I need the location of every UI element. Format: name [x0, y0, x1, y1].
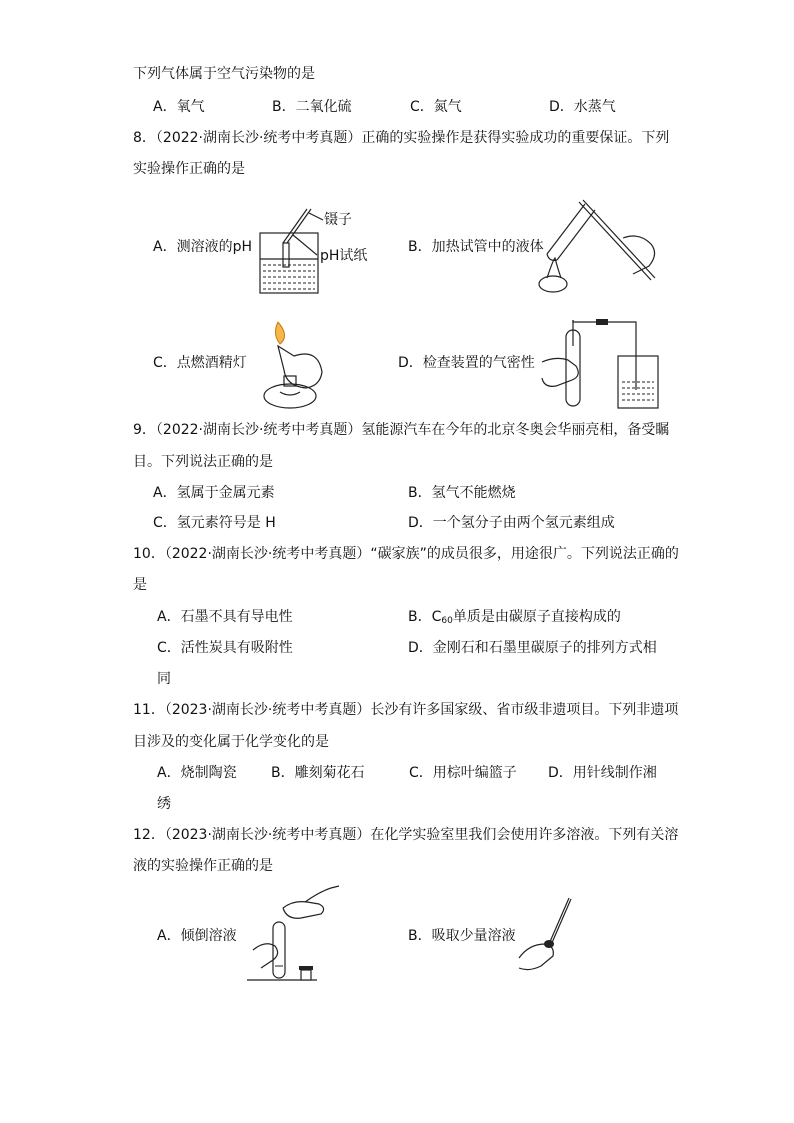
- c60-subscript: 60: [441, 616, 453, 626]
- q11-option-d-wrap: 绣: [157, 796, 171, 812]
- q8-option-b: B．加热试管中的液体: [408, 239, 544, 255]
- q7-option-a: A．氧气: [153, 99, 205, 115]
- q8-option-d: D．检查装置的气密性: [398, 355, 535, 371]
- q11-option-b: B．雕刻菊花石: [271, 765, 365, 781]
- q8-option-c: C．点燃酒精灯: [153, 355, 247, 371]
- q9-stem-line1: 9．（2022·湖南长沙·统考中考真题）氢能源汽车在今年的北京冬奥会华丽亮相，备受瞩: [133, 422, 670, 438]
- q8-stem-line1: 8．（2022·湖南长沙·统考中考真题）正确的实验操作是获得实验成功的重要保证。下列: [133, 130, 670, 146]
- q8-option-a: A．测溶液的pH: [153, 239, 252, 255]
- q12-option-b: B．吸取少量溶液: [408, 928, 516, 944]
- q10-option-c: C．活性炭具有吸附性: [157, 640, 293, 656]
- q10-option-b-prefix: B．C: [408, 609, 442, 625]
- lighting-alcohol-lamp-figure: [258, 318, 333, 413]
- q7-option-d: D．水蒸气: [549, 99, 616, 115]
- q10-stem-line2: 是: [133, 577, 147, 593]
- q11-stem-line2: 目涉及的变化属于化学变化的是: [133, 734, 329, 750]
- q11-option-d: D．用针线制作湘: [548, 765, 657, 781]
- q9-stem-line2: 目。下列说法正确的是: [133, 454, 273, 470]
- q9-option-c: C．氢元素符号是 H: [153, 515, 276, 531]
- q10-option-b-text: 单质是由碳原子直接构成的: [452, 609, 621, 625]
- airtightness-check-figure: [538, 316, 663, 411]
- heating-test-tube-figure: [535, 198, 665, 298]
- ph-paper-label: pH试纸: [320, 248, 368, 264]
- q10-option-d-wrap: 同: [157, 671, 171, 687]
- q12-stem-line1: 12．（2023·湖南长沙·统考中考真题）在化学实验室里我们会使用许多溶液。下列有关溶: [133, 827, 679, 843]
- q11-option-a: A．烧制陶瓷: [157, 765, 237, 781]
- q9-option-d: D．一个氢分子由两个氢元素组成: [408, 515, 615, 531]
- q8-stem-line2: 实验操作正确的是: [133, 161, 245, 177]
- q7-option-c: C．氮气: [410, 99, 462, 115]
- q10-stem-line1: 10．（2022·湖南长沙·统考中考真题）“碳家族”的成员很多，用途很广。下列说法正确的: [133, 546, 679, 562]
- dropper-figure: [515, 896, 575, 976]
- q9-option-b: B．氢气不能燃烧: [408, 485, 516, 501]
- pouring-solution-figure: [245, 884, 345, 984]
- q9-option-a: A．氢属于金属元素: [153, 485, 275, 501]
- q10-option-b: [408, 607, 621, 631]
- q12-option-a: A．倾倒溶液: [157, 928, 237, 944]
- q11-stem-line1: 11．（2023·湖南长沙·统考中考真题）长沙有许多国家级、省市级非遗项目。下列非遗项: [133, 702, 679, 718]
- q7-stem: 下列气体属于空气污染物的是: [133, 66, 315, 82]
- q12-stem-line2: 液的实验操作正确的是: [133, 858, 273, 874]
- q10-option-a: A．石墨不具有导电性: [157, 609, 293, 625]
- q7-option-b: B．二氧化硫: [272, 99, 352, 115]
- tweezers-label: 镊子: [324, 212, 352, 228]
- q10-option-d: D．金刚石和石墨里碳原子的排列方式相: [408, 640, 657, 656]
- q11-option-c: C．用棕叶编篮子: [409, 765, 517, 781]
